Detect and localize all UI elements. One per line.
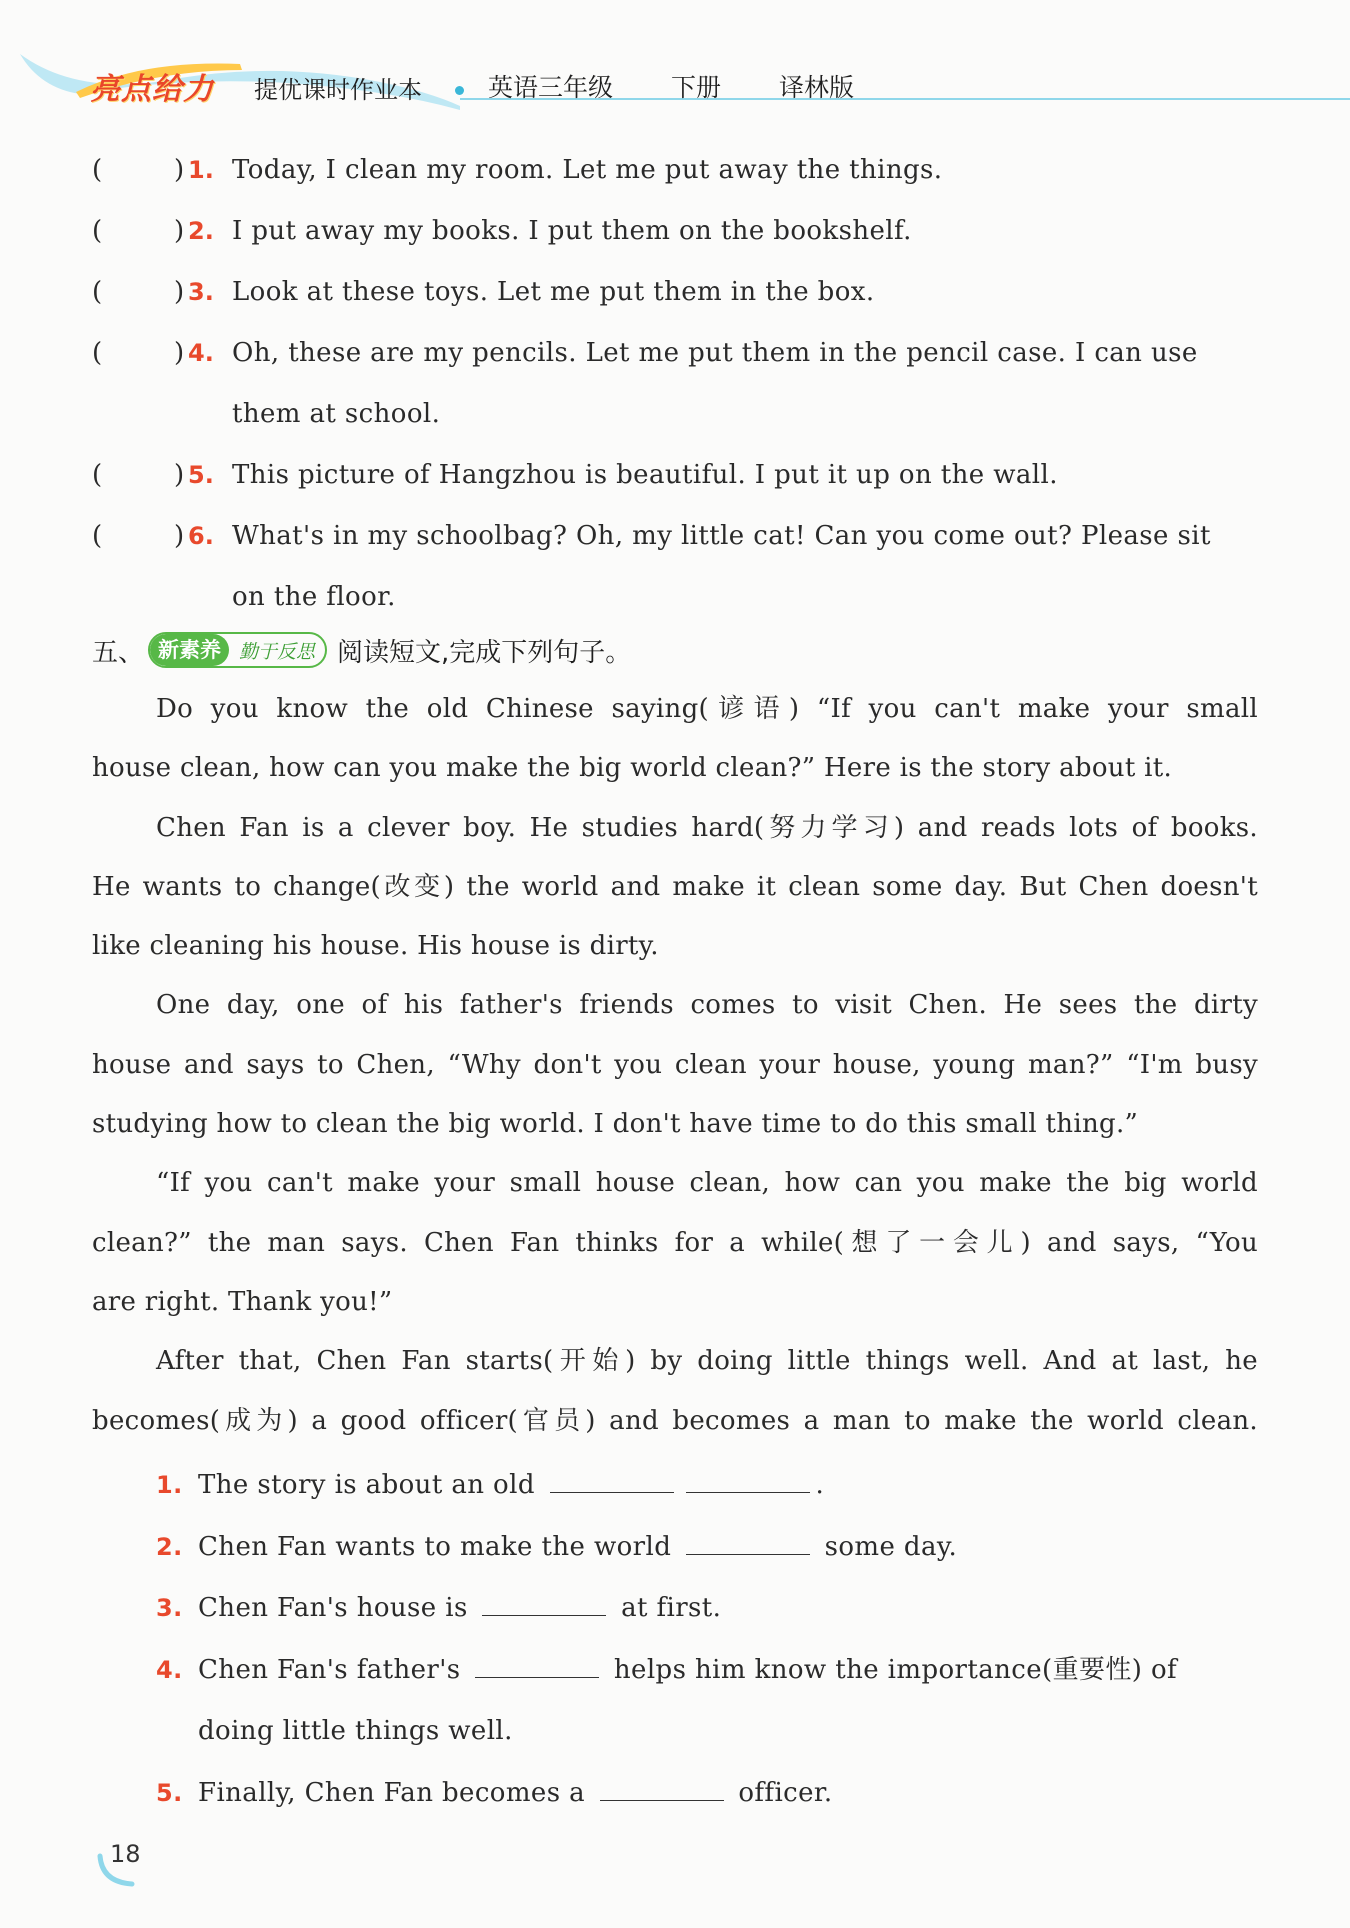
question-number: 4. [156, 1655, 183, 1684]
item-number: 4. [188, 339, 214, 367]
answer-paren-left: ( [92, 155, 103, 185]
answer-blank[interactable] [475, 1657, 599, 1678]
passage-line: He wants to change(改变) the world and make it clean some day. But Chen doesn't [92, 871, 1258, 902]
passage-line: are right. Thank you!” [92, 1286, 393, 1317]
answer-paren-right: ) [174, 460, 185, 490]
question-number: 1. [156, 1471, 183, 1499]
answer-paren-left: ( [92, 521, 103, 551]
brand-logo-text: 亮点给力 [90, 72, 214, 107]
passage-line: Chen Fan is a clever boy. He studies hard(努力学习) and reads lots of books. [156, 812, 1258, 843]
question-number: 3. [156, 1594, 183, 1622]
passage-line: “If you can't make your small house clean, how can you make the big world [156, 1168, 1258, 1199]
question-text: doing little things well. [198, 1716, 513, 1746]
answer-paren-right: ) [174, 521, 185, 551]
question-text: The story is about an old [198, 1470, 535, 1500]
judgment-item [92, 201, 1258, 262]
answer-paren-left: ( [92, 338, 103, 368]
item-text: on the floor. [232, 582, 396, 612]
question-text: Chen Fan wants to make the world [198, 1531, 672, 1562]
question-text-after: . [815, 1470, 825, 1500]
question-item [156, 1455, 1256, 1517]
passage-line: studying how to clean the big world. I don't have time to do this small thing.” [92, 1109, 1139, 1140]
question-number: 5. [156, 1778, 183, 1807]
answer-blank[interactable] [686, 1472, 810, 1493]
passage-line: house clean, how can you make the big world clean?” Here is the story about it. [92, 753, 1173, 784]
answer-blank[interactable] [482, 1595, 606, 1616]
judgment-list [92, 140, 1258, 628]
answer-paren-left: ( [92, 277, 103, 307]
item-text: What's in my schoolbag? Oh, my little cat! Can you come out? Please sit [232, 521, 1211, 551]
answer-blank[interactable] [686, 1534, 810, 1555]
reading-passage [92, 680, 1258, 1451]
section-instruction: 阅读短文,完成下列句子。 [337, 637, 632, 668]
judgment-item [92, 506, 1258, 567]
question-item-continuation [156, 1701, 1256, 1763]
answer-paren-right: ) [174, 216, 185, 246]
question-text-after: officer. [738, 1777, 833, 1808]
question-text-after: at first. [621, 1593, 722, 1623]
subject-label: 英语三年级 [488, 73, 614, 102]
item-number: 1. [188, 156, 214, 184]
badge-main: 新素养 [150, 634, 229, 666]
question-text: Chen Fan's father's [198, 1654, 461, 1685]
completion-questions [156, 1455, 1256, 1824]
answer-paren-left: ( [92, 460, 103, 490]
passage-line: clean?” the man says. Chen Fan thinks for a while(想了一会儿) and says, “You [92, 1227, 1258, 1258]
judgment-item-continuation [92, 567, 1258, 628]
badge-sub: 勤于反思 [239, 640, 316, 663]
section-title [92, 628, 631, 672]
judgment-item [92, 445, 1258, 506]
question-text-after: some day. [824, 1531, 958, 1562]
answer-blank[interactable] [600, 1780, 724, 1801]
answer-paren-right: ) [174, 338, 185, 368]
judgment-item [92, 140, 1258, 201]
item-text: them at school. [232, 399, 441, 429]
item-text: Look at these toys. Let me put them in the box. [232, 277, 875, 307]
judgment-item-continuation [92, 384, 1258, 445]
question-text-after: helps him know the importance(重要性) of [613, 1654, 1178, 1685]
question-item [156, 1763, 1256, 1825]
item-number: 5. [188, 461, 214, 489]
header-dot-icon [455, 86, 464, 95]
passage-line: becomes(成为) a good officer(官员) and becomes a man to make the world clean. [92, 1405, 1258, 1436]
item-number: 6. [188, 522, 214, 550]
volume-label: 下册 [670, 73, 721, 102]
passage-line: One day, one of his father's friends comes to visit Chen. He sees the dirty [156, 990, 1258, 1021]
question-text: Chen Fan's house is [198, 1593, 468, 1623]
question-item [156, 1517, 1256, 1579]
item-number: 2. [188, 217, 214, 245]
passage-line: house and says to Chen, “Why don't you clean your house, young man?” “I'm busy [92, 1049, 1258, 1080]
question-text: Finally, Chen Fan becomes a [198, 1777, 586, 1808]
judgment-item [92, 262, 1258, 323]
passage-line: Do you know the old Chinese saying(谚语) “If you can't make your small [156, 694, 1258, 724]
item-text: Oh, these are my pencils. Let me put them in the pencil case. I can use [232, 338, 1198, 368]
question-item [156, 1578, 1256, 1640]
series-title: 提优课时作业本 [254, 76, 422, 104]
judgment-item [92, 323, 1258, 384]
page-header [20, 48, 1330, 108]
item-text: Today, I clean my room. Let me put away the things. [232, 155, 943, 185]
passage-line: like cleaning his house. His house is dirty. [92, 931, 659, 962]
page-number: 18 [110, 1840, 141, 1868]
item-text: This picture of Hangzhou is beautiful. I put it up on the wall. [232, 460, 1058, 490]
question-item [156, 1640, 1256, 1702]
literacy-badge [148, 632, 327, 668]
answer-blank[interactable] [550, 1472, 674, 1493]
answer-paren-right: ) [174, 155, 185, 185]
section-number: 五、 [92, 637, 145, 668]
book-meta [488, 68, 884, 104]
answer-paren-left: ( [92, 216, 103, 246]
answer-paren-right: ) [174, 277, 185, 307]
item-number: 3. [188, 278, 214, 306]
passage-line: After that, Chen Fan starts(开始) by doing little things well. And at last, he [156, 1346, 1258, 1377]
question-number: 2. [156, 1532, 183, 1561]
item-text: I put away my books. I put them on the bookshelf. [232, 216, 912, 246]
edition-label: 译林版 [778, 73, 854, 102]
